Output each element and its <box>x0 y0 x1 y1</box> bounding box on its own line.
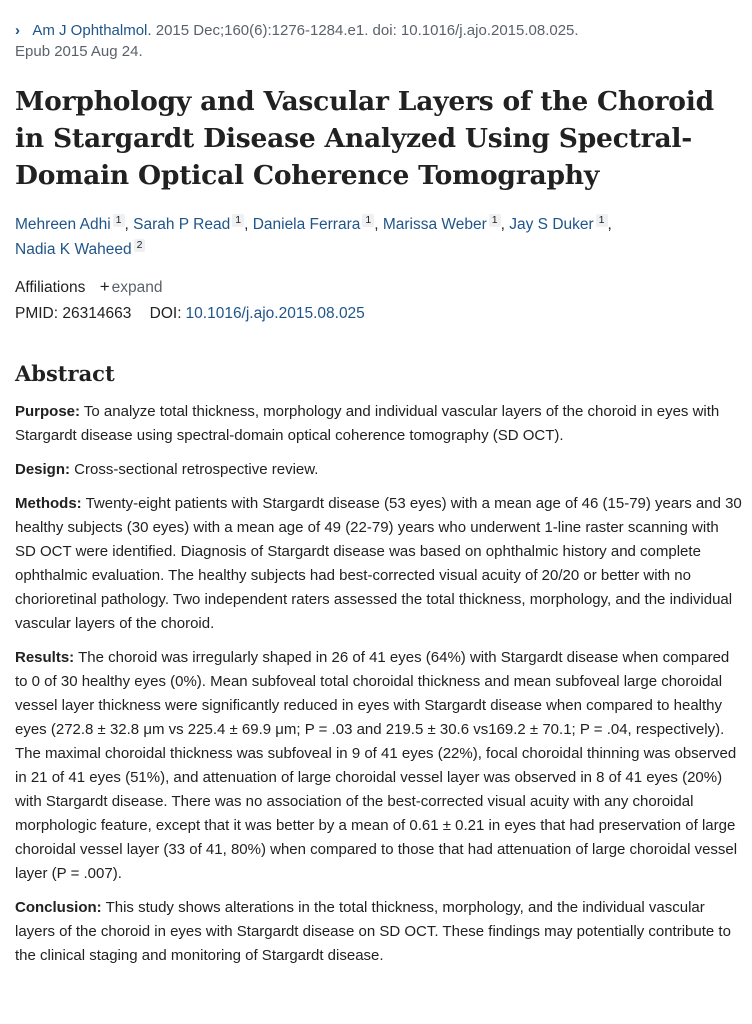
affiliation-badge[interactable]: 2 <box>134 239 146 252</box>
author-link[interactable]: Marissa Weber <box>382 216 487 233</box>
abstract-heading: Abstract <box>15 361 115 386</box>
author-link[interactable]: Daniela Ferrara <box>252 216 361 233</box>
author-link[interactable]: Sarah P Read <box>133 216 231 233</box>
author-link[interactable]: Nadia K Waheed <box>15 241 132 258</box>
affiliation-badge[interactable]: 1 <box>362 214 374 227</box>
affiliations-label: Affiliations <box>15 279 86 296</box>
section-text: Twenty-eight patients with Stargardt disease (53 eyes) with a mean age of 46 (15-79) years and 30 healthy subjects (30 eyes) with a mean age of 49 (22-79) years who underwent 1-line raster scanning with SD OCT were identified. Diagnosis of Stargardt disease was based on ophthalmic history and complete ophthalmic evaluation. The healthy subjects had best-corrected visual acuity of 20/20 or better with no chorioretinal pathology. Two independent raters assessed the total thickness, morphology, and the individual vascular layers of the choroid. <box>15 495 742 632</box>
citation-details: 2015 Dec;160(6):1276-1284.e1. doi: 10.1016/j.ajo.2015.08.025. <box>151 22 579 39</box>
affiliation-badge[interactable]: 1 <box>596 214 608 227</box>
citation <box>15 20 743 62</box>
pmid-value: 26314663 <box>62 305 132 322</box>
affiliation-badge[interactable]: 1 <box>489 214 501 227</box>
section-label: Conclusion: <box>15 899 102 916</box>
journal-link[interactable]: Am J Ophthalmol. <box>32 22 152 39</box>
doi-link[interactable]: 10.1016/j.ajo.2015.08.025 <box>185 305 365 322</box>
doi-label: DOI: <box>149 305 182 322</box>
abstract-methods <box>15 492 743 636</box>
affiliation-badge[interactable]: 1 <box>232 214 244 227</box>
chevron-right-icon[interactable]: › <box>15 22 20 39</box>
abstract-purpose <box>15 400 743 448</box>
abstract-conclusion <box>15 896 743 968</box>
section-label: Methods: <box>15 495 82 512</box>
section-text: To analyze total thickness, morphology and individual vascular layers of the choroid in eyes with Stargardt disease using spectral-domain optical coherence tomography (SD OCT). <box>15 403 720 444</box>
affiliations-toggle[interactable] <box>15 276 162 299</box>
plus-icon[interactable]: + <box>99 277 110 296</box>
author-link[interactable]: Mehreen Adhi <box>15 216 111 233</box>
affiliation-badge[interactable]: 1 <box>113 214 125 227</box>
section-text: Cross-sectional retrospective review. <box>70 461 319 478</box>
abstract-design <box>15 458 743 482</box>
pmid-label: PMID: <box>15 305 59 322</box>
abstract-body <box>15 400 743 978</box>
section-text: The choroid was irregularly shaped in 26 of 41 eyes (64%) with Stargardt disease when compared to 0 of 30 healthy eyes (0%). Mean subfoveal total choroidal thickness and mean subfoveal large choroidal vessel layer thickness were significantly reduced in eyes with Stargardt disease when compared to healthy eyes (272.8 ± 32.8 μm vs 225.4 ± 69.9 μm; P = .03 and 219.5 ± 30.6 vs169.2 ± 70.1; P = .04, respectively). The maximal choroidal thickness was subfoveal in 9 of 41 eyes (22%), focal choroidal thinning was observed in 21 of 41 eyes (51%), and attenuation of large choroidal vessel layer was observed in 8 of 41 eyes (20%) with Stargardt disease. There was no association of the best-corrected visual acuity with any choroidal morphologic feature, except that it was better by a mean of 0.61 ± 0.21 in eyes that had preservation of large choroidal vessel layer (33 of 41, 80%) when compared to those that had attenuation of large choroidal vessel layer (P = .007). <box>15 649 738 882</box>
author-list: Mehreen Adhi 1 , Sarah P Read 1 , Daniela Ferrara 1 , Marissa Weber 1 , Jay S Duker 1 , Nadia K Waheed 2 <box>15 214 612 258</box>
section-text: This study shows alterations in the total thickness, morphology, and the individual vascular layers of the choroid in eyes with Stargardt disease on SD OCT. These findings may potentially contribute to the clinical staging and monitoring of Stargardt disease. <box>15 899 731 964</box>
section-label: Purpose: <box>15 403 81 420</box>
article-title: Morphology and Vascular Layers of the Choroid in Stargardt Disease Analyzed Using Spectral-Domain Optical Coherence Tomography <box>15 86 714 191</box>
article-identifiers <box>15 303 365 325</box>
section-label: Results: <box>15 649 75 666</box>
author-link[interactable]: Jay S Duker <box>509 216 594 233</box>
section-label: Design: <box>15 461 71 478</box>
abstract-results <box>15 646 743 886</box>
expand-button[interactable]: expand <box>111 279 163 296</box>
epub-date: Epub 2015 Aug 24. <box>15 43 143 60</box>
